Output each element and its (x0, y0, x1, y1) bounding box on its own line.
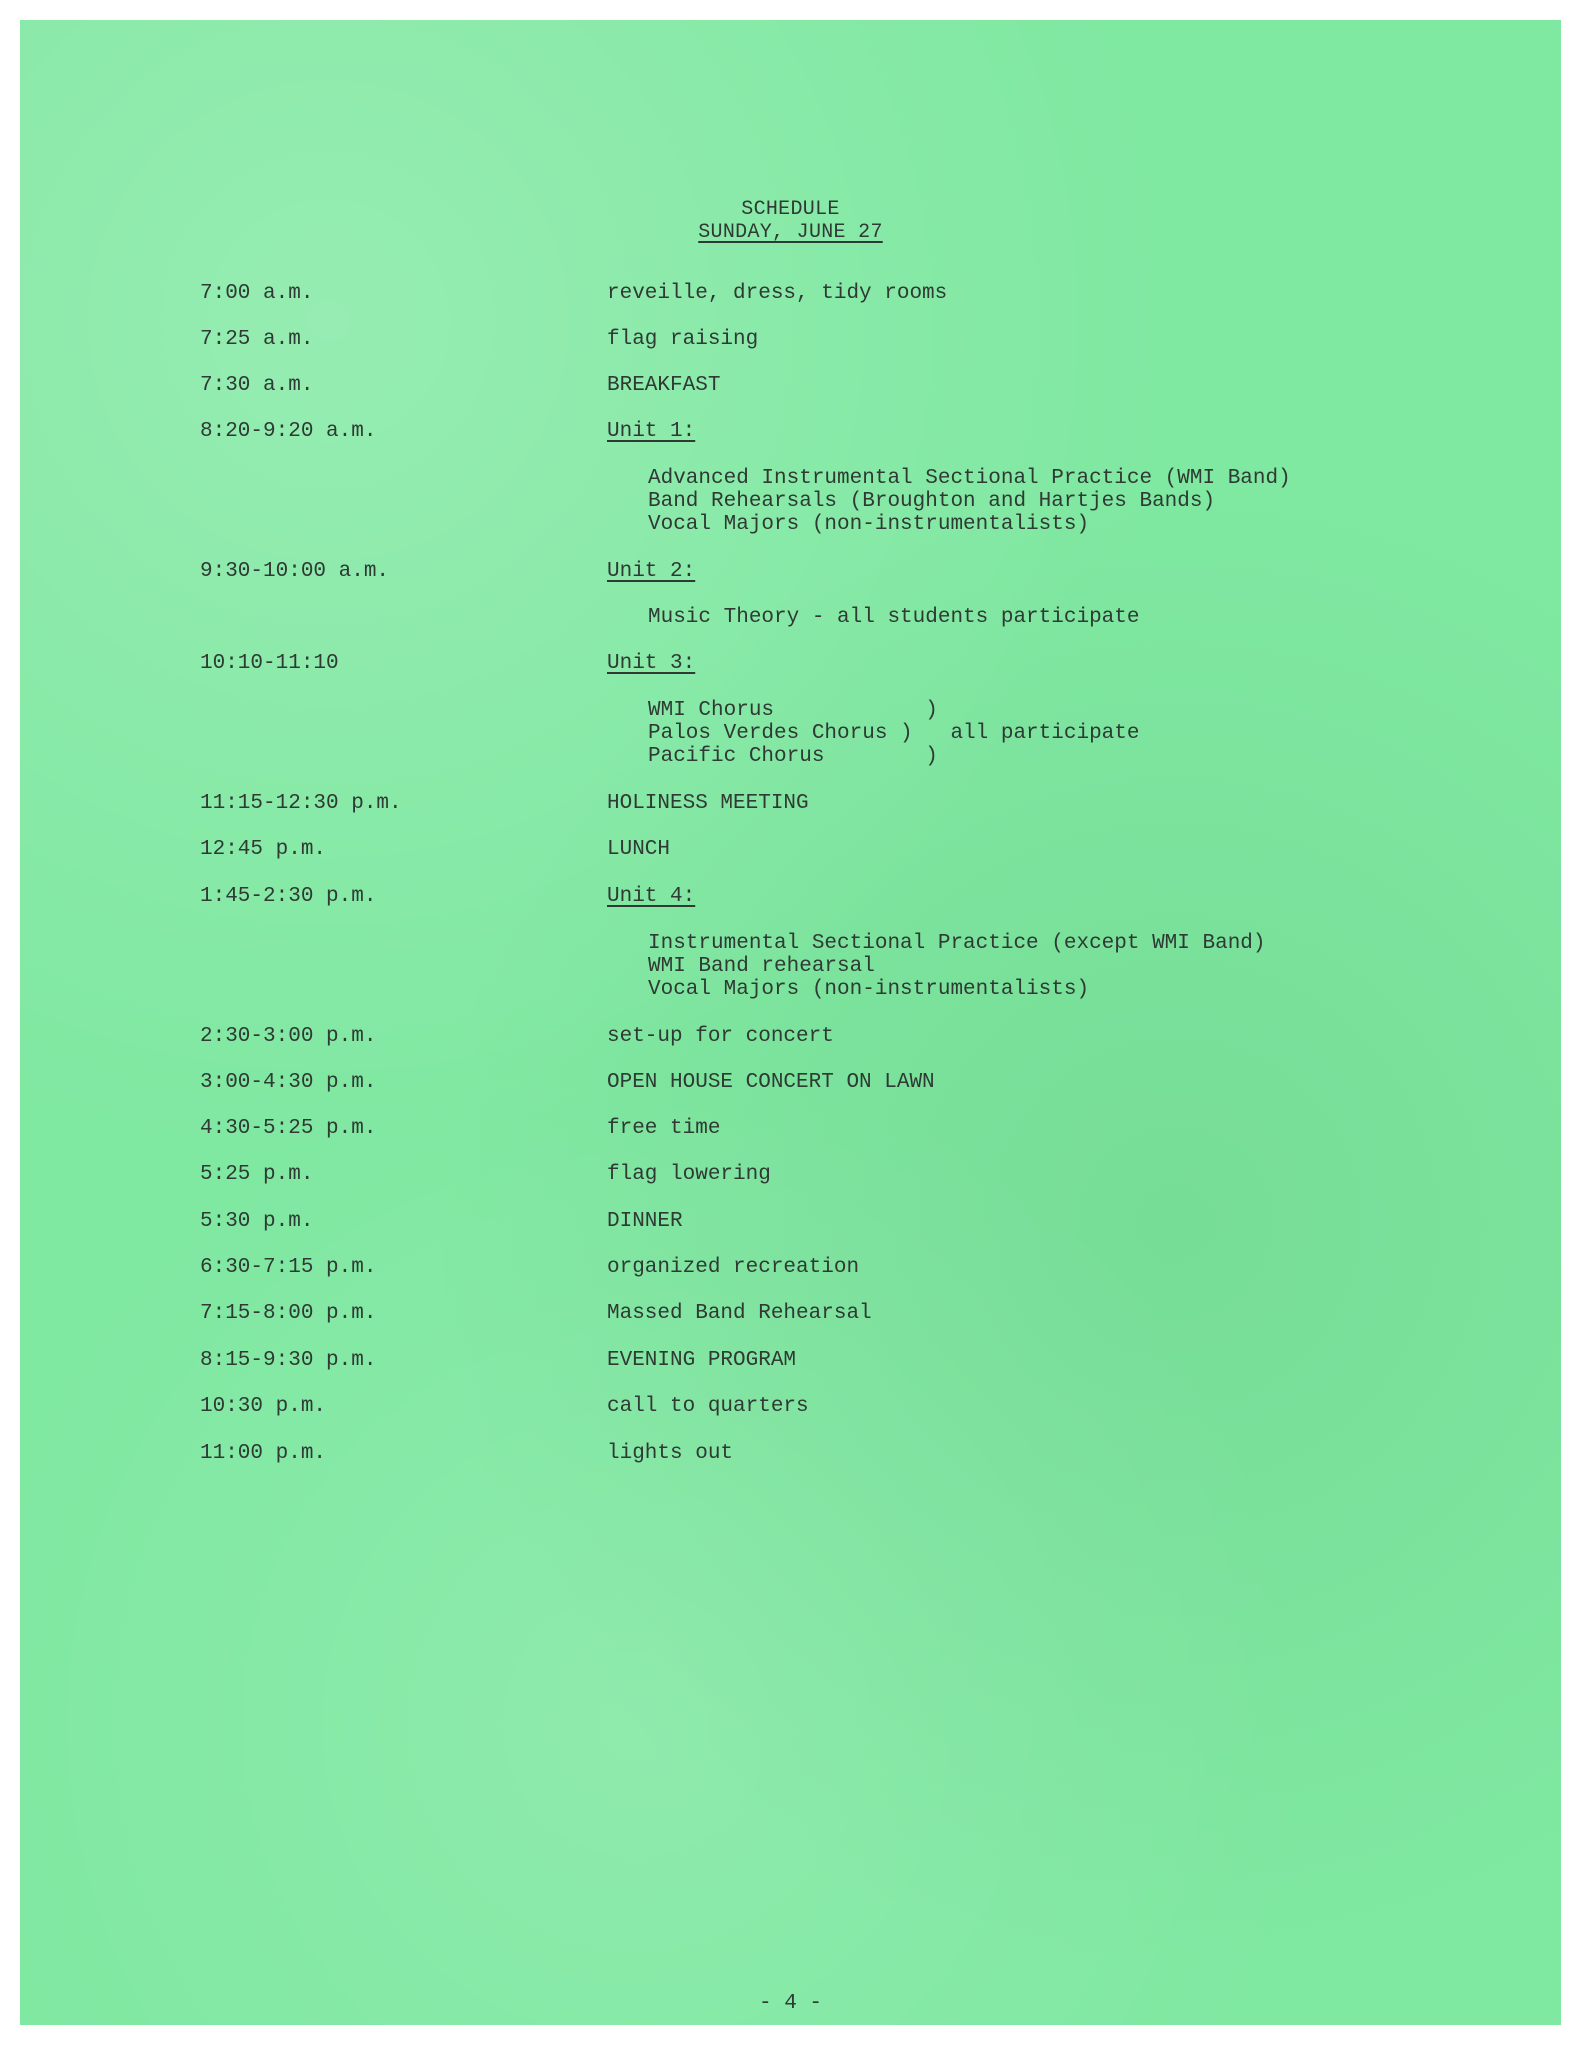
activity-label: EVENING PROGRAM (607, 1349, 797, 1372)
activity-label: lights out (607, 1442, 734, 1465)
schedule-subtitle: SUNDAY, JUNE 27 (698, 221, 883, 244)
time-label: 7:00 a.m. (200, 282, 314, 305)
schedule-title: SCHEDULE (741, 198, 840, 221)
unit-detail: WMI Chorus ) (648, 699, 938, 722)
activity-label: Massed Band Rehearsal (607, 1302, 872, 1325)
time-label: 7:30 a.m. (200, 374, 314, 397)
time-label: 12:45 p.m. (200, 838, 327, 861)
time-label: 11:15-12:30 p.m. (200, 792, 402, 815)
unit-detail: Palos Verdes Chorus ) all participate (648, 722, 1140, 745)
unit-heading: Unit 1: (607, 420, 696, 443)
time-label: 3:00-4:30 p.m. (200, 1071, 377, 1094)
activity-label: OPEN HOUSE CONCERT ON LAWN (607, 1071, 935, 1094)
activity-label: reveille, dress, tidy rooms (607, 282, 948, 305)
activity-label: free time (607, 1117, 721, 1140)
activity-label: LUNCH (607, 838, 671, 861)
unit-detail: Advanced Instrumental Sectional Practice (WMI Band) (648, 467, 1291, 490)
activity-label: DINNER (607, 1210, 683, 1233)
unit-heading: Unit 3: (607, 652, 696, 675)
time-label: 2:30-3:00 p.m. (200, 1025, 377, 1048)
time-label: 4:30-5:25 p.m. (200, 1117, 377, 1140)
unit-detail: Pacific Chorus ) (648, 745, 938, 768)
time-label: 7:15-8:00 p.m. (200, 1302, 377, 1325)
time-label: 10:30 p.m. (200, 1395, 327, 1418)
time-label: 1:45-2:30 p.m. (200, 885, 377, 908)
activity-label: call to quarters (607, 1395, 809, 1418)
unit-heading: Unit 4: (607, 885, 696, 908)
time-label: 9:30-10:00 a.m. (200, 560, 390, 583)
unit-detail: Vocal Majors (non-instrumentalists) (648, 513, 1090, 536)
unit-detail: Band Rehearsals (Broughton and Hartjes Bands) (648, 490, 1216, 513)
time-label: 5:30 p.m. (200, 1210, 314, 1233)
time-label: 7:25 a.m. (200, 328, 314, 351)
document-page (20, 20, 1561, 2025)
unit-detail: Music Theory - all students participate (648, 606, 1140, 629)
activity-label: HOLINESS MEETING (607, 792, 809, 815)
activity-label: flag lowering (607, 1163, 771, 1186)
time-label: 6:30-7:15 p.m. (200, 1256, 377, 1279)
time-label: 11:00 p.m. (200, 1442, 327, 1465)
unit-heading: Unit 2: (607, 560, 696, 583)
unit-detail: WMI Band rehearsal (648, 955, 875, 978)
time-label: 5:25 p.m. (200, 1163, 314, 1186)
unit-detail: Vocal Majors (non-instrumentalists) (648, 978, 1090, 1001)
activity-label: organized recreation (607, 1256, 860, 1279)
time-label: 8:15-9:30 p.m. (200, 1349, 377, 1372)
activity-label: flag raising (607, 328, 759, 351)
activity-label: set-up for concert (607, 1025, 834, 1048)
time-label: 8:20-9:20 a.m. (200, 420, 377, 443)
time-label: 10:10-11:10 (200, 652, 339, 675)
page-number: - 4 - (758, 1992, 822, 2015)
unit-detail: Instrumental Sectional Practice (except WMI Band) (648, 932, 1266, 955)
activity-label: BREAKFAST (607, 374, 721, 397)
